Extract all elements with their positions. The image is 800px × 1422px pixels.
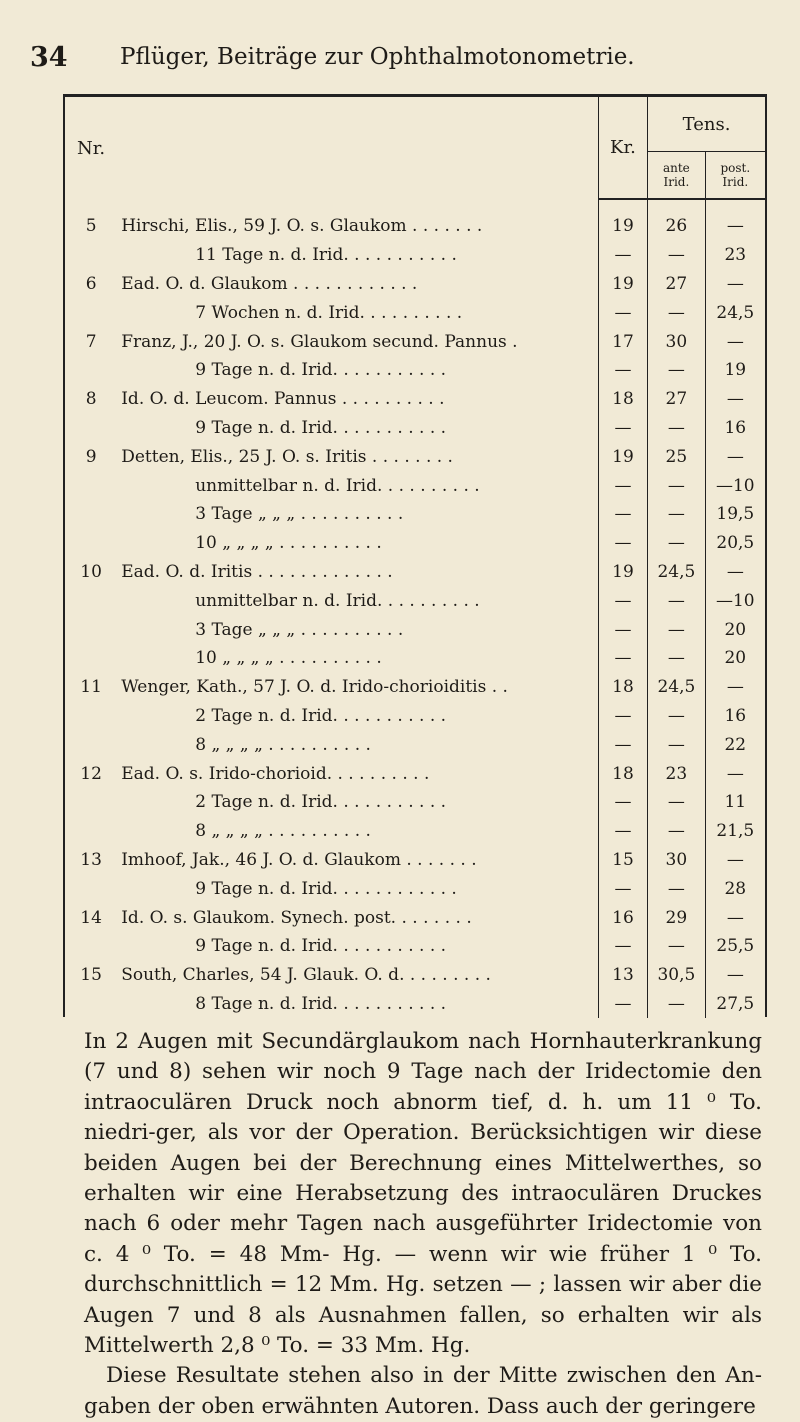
cell-kr: 13 (598, 961, 647, 990)
cell-nr: 11 (80, 677, 102, 698)
header-nr: Nr. (77, 137, 106, 159)
cell-ante: 24,5 (648, 673, 706, 702)
cell-name: unmittelbar n. d. Irid. . . . . . . . . . (195, 590, 480, 611)
header-name (117, 97, 598, 199)
cell-post: — (705, 903, 765, 932)
cell-name: 10 „ „ „ „ . . . . . . . . . . (195, 533, 382, 554)
cell-ante: 29 (648, 903, 706, 932)
table-row (65, 356, 765, 385)
cell-name: 8 „ „ „ „ . . . . . . . . . . (195, 821, 371, 842)
table-row (65, 874, 765, 903)
cell-post: 25,5 (705, 932, 765, 961)
cell-post: 20 (705, 644, 765, 673)
table-row (65, 846, 765, 875)
paragraph: In 2 Augen mit Secundärglaukom nach Hornhauterkrankung (7 und 8) sehen wir noch 9 Tage nach der Iridectomie den intraoculären Druck noch abnorm tief, d. h. um 11 ⁰ To. niedri-ger, als vor der Operation. Berücksichtigen wir diese beiden Augen bei der Berechnung eines Mittelwerthes, so erhalten wir eine Herabsetzung des intraoculären Druckes nach 6 oder mehr Tagen nach ausgeführter Iridectomie von c. 4 ⁰ To. = 48 Mm- Hg. — wenn wir wie früher 1 ⁰ To. durchschnittlich = 12 Mm. Hg. setzen — ; lassen wir aber die Augen 7 und 8 als Ausnahmen fallen, so erhalten wir als Mittelwerth 2,8 ⁰ To. = 33 Mm. Hg. (84, 1029, 762, 1359)
cell-name: Hirschi, Elis., 59 J. O. s. Glaukom . . . . . . . (121, 216, 483, 237)
cell-ante: 26 (648, 212, 706, 241)
table-row (65, 961, 765, 990)
cell-ante: 30 (648, 846, 706, 875)
cell-ante: 27 (648, 385, 706, 414)
cell-ante: — (648, 788, 706, 817)
cell-ante: — (648, 615, 706, 644)
cell-kr: — (598, 702, 647, 731)
table-row (65, 327, 765, 356)
cell-nr (65, 730, 117, 759)
cell-kr: — (598, 874, 647, 903)
cell-name: 2 Tage n. d. Irid. . . . . . . . . . . (195, 792, 447, 813)
header-ante: ante Irid. (648, 152, 706, 200)
cell-nr (65, 817, 117, 846)
cell-kr: — (598, 500, 647, 529)
cell-nr (65, 414, 117, 443)
cell-kr: 16 (598, 903, 647, 932)
cell-kr: — (598, 788, 647, 817)
cell-nr (65, 529, 117, 558)
cell-name: unmittelbar n. d. Irid. . . . . . . . . . (195, 475, 480, 496)
cell-kr: — (598, 615, 647, 644)
table-row (65, 817, 765, 846)
cell-kr: — (598, 471, 647, 500)
cell-name: Wenger, Kath., 57 J. O. d. Irido-chorioiditis . . (121, 677, 508, 698)
cell-kr: — (598, 298, 647, 327)
table-row (65, 414, 765, 443)
data-table (63, 94, 767, 1017)
table-row (65, 990, 765, 1019)
cell-post: — (705, 961, 765, 990)
cell-ante: — (648, 298, 706, 327)
cell-name: 7 Wochen n. d. Irid. . . . . . . . . . (195, 302, 463, 323)
cell-name: Ead. O. d. Iritis . . . . . . . . . . . . . (121, 561, 393, 582)
cell-kr: 19 (598, 212, 647, 241)
cell-post: 16 (705, 702, 765, 731)
cell-kr: 18 (598, 759, 647, 788)
cell-nr (65, 874, 117, 903)
cell-ante: — (648, 500, 706, 529)
table-row (65, 241, 765, 270)
cell-post: — (705, 385, 765, 414)
running-title: Pflüger, Beiträge zur Ophthalmotonometrie. (120, 44, 635, 70)
cell-name: Id. O. d. Leucom. Pannus . . . . . . . . . . (121, 389, 445, 410)
cell-nr (65, 241, 117, 270)
cell-nr (65, 586, 117, 615)
cell-post: 19,5 (705, 500, 765, 529)
table-row (65, 529, 765, 558)
cell-post: 22 (705, 730, 765, 759)
cell-post: — (705, 846, 765, 875)
page-header (30, 42, 750, 82)
cell-nr (65, 932, 117, 961)
cell-name: 3 Tage „ „ „ . . . . . . . . . . (195, 619, 404, 640)
cell-ante: 30 (648, 327, 706, 356)
cell-ante: — (648, 414, 706, 443)
body-text (84, 1027, 762, 1422)
page-number: 34 (30, 42, 68, 73)
cell-kr: — (598, 529, 647, 558)
cell-post: — (705, 558, 765, 587)
cell-name: Franz, J., 20 J. O. s. Glaukom secund. Pannus . (121, 331, 518, 352)
cell-nr: 7 (85, 331, 97, 352)
table-row (65, 673, 765, 702)
header-tens: Tens. (648, 97, 765, 152)
table-row (65, 759, 765, 788)
table-row (65, 788, 765, 817)
cell-nr: 10 (80, 561, 102, 582)
cell-name: Id. O. s. Glaukom. Synech. post. . . . . . . . (121, 907, 472, 928)
cell-name: 9 Tage n. d. Irid. . . . . . . . . . . . (195, 878, 457, 899)
cell-post: — (705, 759, 765, 788)
cell-post: 16 (705, 414, 765, 443)
cell-nr: 6 (85, 273, 97, 294)
cell-ante: — (648, 817, 706, 846)
cell-kr: — (598, 414, 647, 443)
cell-post: — (705, 442, 765, 471)
cell-kr: — (598, 644, 647, 673)
cell-nr (65, 500, 117, 529)
cell-ante: — (648, 471, 706, 500)
cell-post: —10 (705, 471, 765, 500)
cell-kr: — (598, 817, 647, 846)
cell-name: 9 Tage n. d. Irid. . . . . . . . . . . (195, 417, 447, 438)
cell-nr: 13 (80, 849, 102, 870)
cell-kr: 19 (598, 270, 647, 299)
cell-nr: 5 (85, 216, 97, 237)
header-post: post. Irid. (705, 152, 765, 200)
cell-post: 23 (705, 241, 765, 270)
cell-post: — (705, 212, 765, 241)
cell-nr (65, 615, 117, 644)
cell-post: — (705, 327, 765, 356)
cell-ante: — (648, 529, 706, 558)
cell-nr: 9 (85, 446, 97, 467)
table-row (65, 471, 765, 500)
cell-ante: — (648, 586, 706, 615)
table-row (65, 730, 765, 759)
cell-name: 9 Tage n. d. Irid. . . . . . . . . . . (195, 360, 447, 381)
cell-ante: 24,5 (648, 558, 706, 587)
cell-kr: 18 (598, 385, 647, 414)
table-row (65, 644, 765, 673)
cell-ante: — (648, 241, 706, 270)
cell-nr: 8 (85, 389, 97, 410)
cell-kr: 19 (598, 442, 647, 471)
table-row (65, 442, 765, 471)
cell-kr: — (598, 586, 647, 615)
cell-post: 28 (705, 874, 765, 903)
cell-nr: 15 (80, 965, 102, 986)
cell-name: South, Charles, 54 J. Glauk. O. d. . . . . . . . . (121, 965, 491, 986)
cell-name: 3 Tage „ „ „ . . . . . . . . . . (195, 504, 404, 525)
cell-kr: 17 (598, 327, 647, 356)
table-row (65, 558, 765, 587)
cell-nr (65, 644, 117, 673)
cell-post: 21,5 (705, 817, 765, 846)
cell-kr: — (598, 241, 647, 270)
paragraph: Diese Resultate stehen also in der Mitte zwischen den An-gaben der oben erwähnten Autoren. Dass auch der geringere (84, 1363, 762, 1419)
cell-name: 10 „ „ „ „ . . . . . . . . . . (195, 648, 382, 669)
cell-kr: — (598, 730, 647, 759)
cell-ante: — (648, 932, 706, 961)
cell-post: —10 (705, 586, 765, 615)
cell-post: — (705, 270, 765, 299)
cell-post: — (705, 673, 765, 702)
cell-post: 24,5 (705, 298, 765, 327)
cell-name: 11 Tage n. d. Irid. . . . . . . . . . . (195, 245, 457, 266)
table-body (65, 199, 765, 1018)
cell-kr: — (598, 356, 647, 385)
cell-kr: 15 (598, 846, 647, 875)
cell-ante: — (648, 644, 706, 673)
cell-nr (65, 702, 117, 731)
cell-ante: 25 (648, 442, 706, 471)
table-row (65, 702, 765, 731)
cell-kr: 18 (598, 673, 647, 702)
table-row (65, 212, 765, 241)
cell-kr: — (598, 990, 647, 1019)
table-row (65, 298, 765, 327)
cell-nr (65, 788, 117, 817)
cell-ante: — (648, 874, 706, 903)
table-row (65, 615, 765, 644)
cell-ante: — (648, 702, 706, 731)
cell-name: Ead. O. s. Irido-chorioid. . . . . . . . . . (121, 763, 430, 784)
cell-name: Detten, Elis., 25 J. O. s. Iritis . . . . . . . . (121, 446, 453, 467)
cell-post: 19 (705, 356, 765, 385)
cell-nr (65, 471, 117, 500)
cell-ante: 30,5 (648, 961, 706, 990)
cell-nr: 12 (80, 763, 102, 784)
cell-nr: 14 (80, 907, 102, 928)
cell-nr (65, 298, 117, 327)
header-kr: Kr. (598, 97, 647, 199)
cell-ante: — (648, 730, 706, 759)
cell-ante: — (648, 356, 706, 385)
table-row (65, 270, 765, 299)
cell-post: 27,5 (705, 990, 765, 1019)
cell-nr (65, 990, 117, 1019)
table-row (65, 903, 765, 932)
table-row (65, 385, 765, 414)
cell-post: 20,5 (705, 529, 765, 558)
cell-nr (65, 356, 117, 385)
cell-name: Imhoof, Jak., 46 J. O. d. Glaukom . . . . . . . (121, 849, 477, 870)
cell-name: 8 „ „ „ „ . . . . . . . . . . (195, 734, 371, 755)
table-row (65, 932, 765, 961)
cell-ante: — (648, 990, 706, 1019)
table-row (65, 586, 765, 615)
cell-name: 9 Tage n. d. Irid. . . . . . . . . . . (195, 936, 447, 957)
table-row (65, 500, 765, 529)
cell-name: 2 Tage n. d. Irid. . . . . . . . . . . (195, 705, 447, 726)
cell-post: 20 (705, 615, 765, 644)
cell-kr: — (598, 932, 647, 961)
cell-name: Ead. O. d. Glaukom . . . . . . . . . . . . (121, 273, 418, 294)
cell-ante: 23 (648, 759, 706, 788)
cell-name: 8 Tage n. d. Irid. . . . . . . . . . . (195, 993, 447, 1014)
cell-post: 11 (705, 788, 765, 817)
cell-ante: 27 (648, 270, 706, 299)
cell-kr: 19 (598, 558, 647, 587)
